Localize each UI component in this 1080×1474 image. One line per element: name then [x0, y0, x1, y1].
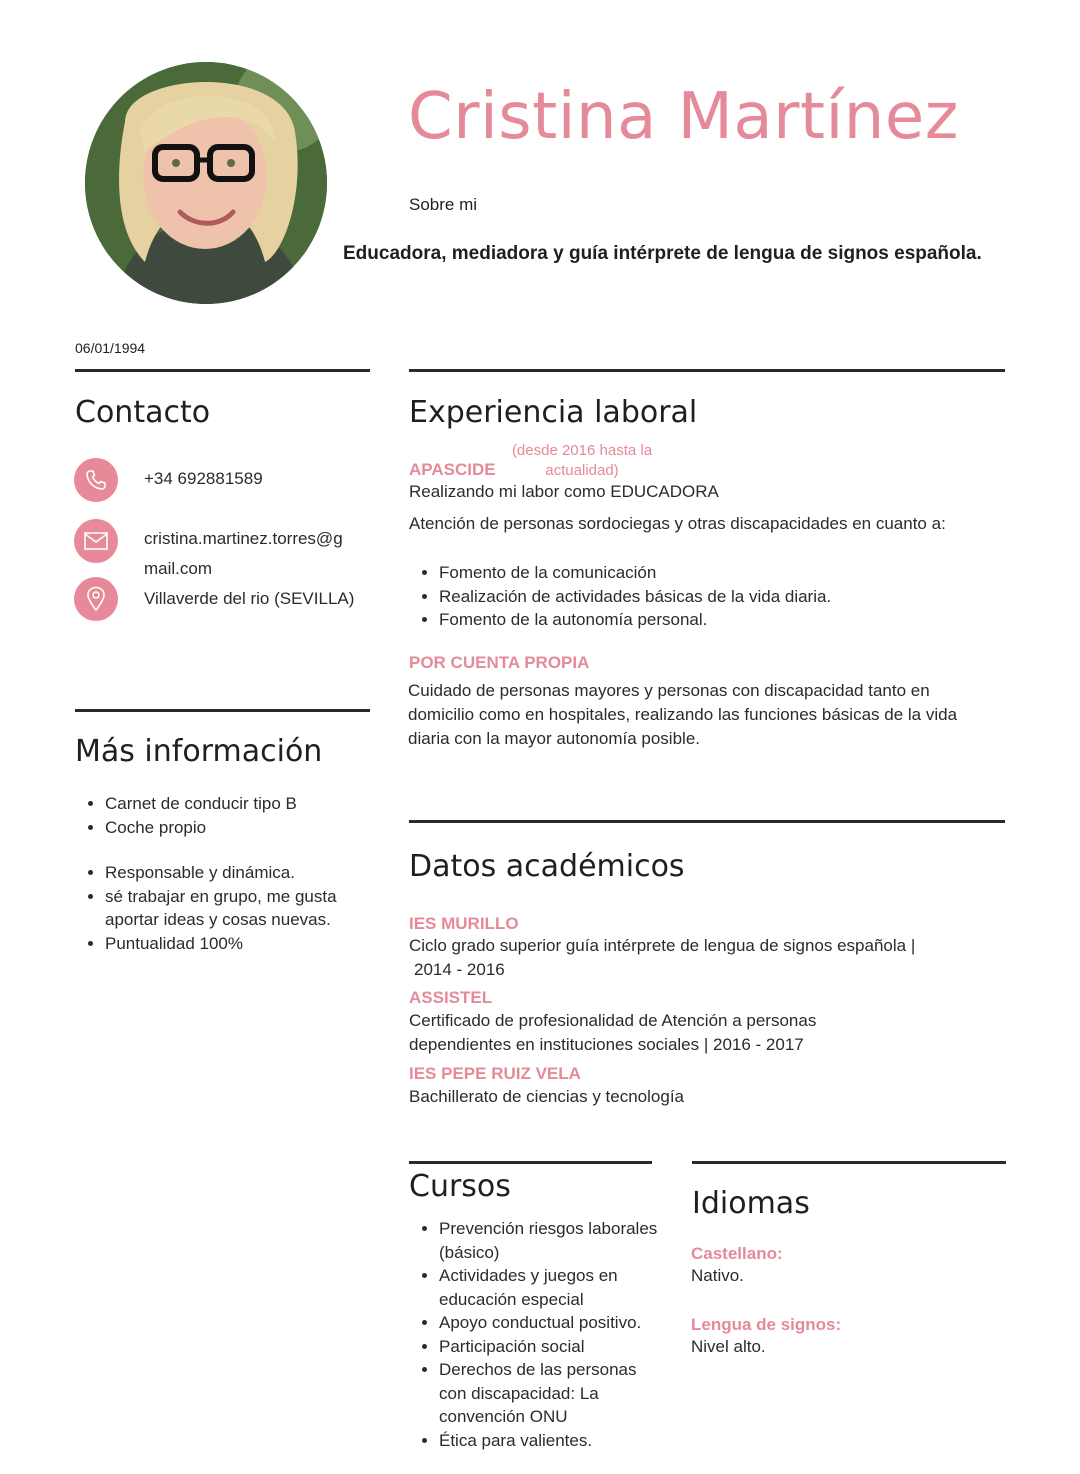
list-item: • Ética para valientes. [439, 1429, 664, 1453]
list-item: • Participación social [439, 1335, 664, 1359]
experience-heading: Experiencia laboral [409, 395, 698, 430]
list-item: • Fomento de la autonomía personal. [439, 608, 989, 632]
birth-date: 06/01/1994 [75, 340, 146, 356]
about-label: Sobre mi [409, 195, 478, 214]
more-info-list [75, 792, 365, 955]
list-item: • Apoyo conductual positivo. [439, 1311, 664, 1335]
contact-heading: Contacto [75, 395, 211, 430]
phone-number: +34 692881589 [144, 469, 263, 488]
language-name: Lengua de signos: [691, 1315, 842, 1334]
email-line-2: mail.com [144, 559, 213, 578]
edu-line: 2014 - 2016 [414, 960, 505, 979]
more-info-heading: Más información [75, 734, 323, 769]
languages-divider [692, 1161, 1006, 1164]
edu-school: IES PEPE RUIZ VELA [409, 1064, 581, 1083]
list-item: • Fomento de la comunicación [439, 561, 989, 585]
edu-line: Certificado de profesionalidad de Atención a personas [409, 1011, 817, 1030]
email-line-1: cristina.martinez.torres@g [144, 529, 343, 548]
job1-description: Atención de personas sordociegas y otras discapacidades en cuanto a: [409, 514, 946, 533]
contact-divider [75, 369, 370, 372]
portrait-illustration [85, 62, 327, 304]
language-level: Nativo. [691, 1266, 744, 1285]
languages-heading: Idiomas [692, 1186, 810, 1221]
list-item: • Coche propio [105, 816, 365, 840]
more-info-group-2 [75, 861, 365, 955]
edu-school: IES MURILLO [409, 914, 519, 933]
email-address [144, 524, 343, 584]
phone-icon [74, 458, 118, 502]
list-item: • Carnet de conducir tipo B [105, 792, 365, 816]
list-item: • sé trabajar en grupo, me gusta aportar ideas y cosas nuevas. [105, 885, 365, 932]
education-divider [409, 820, 1005, 823]
candidate-name: Cristina Martínez [408, 80, 959, 154]
more-info-group-1 [75, 792, 365, 839]
job2-description: Cuidado de personas mayores y personas con discapacidad tanto en domicilio como en hospitales, realizando las funciones básicas de la vida diaria con la mayor autonomía posible. [408, 681, 958, 748]
experience-divider [409, 369, 1005, 372]
education-heading: Datos académicos [409, 849, 685, 884]
list-item: • Responsable y dinámica. [105, 861, 365, 885]
language-level: Nivel alto. [691, 1337, 766, 1356]
courses-heading: Cursos [409, 1169, 511, 1204]
location-pin-icon [74, 577, 118, 621]
list-item: • Prevención riesgos laborales (básico) [439, 1217, 664, 1264]
location: Villaverde del rio (SEVILLA) [144, 589, 355, 608]
mail-icon [74, 519, 118, 563]
profile-photo [85, 62, 327, 304]
edu-line: Bachillerato de ciencias y tecnología [409, 1087, 684, 1106]
list-item: • Puntualidad 100% [105, 932, 365, 956]
language-name: Castellano: [691, 1244, 783, 1263]
more-info-divider [75, 709, 370, 712]
edu-school: ASSISTEL [409, 988, 493, 1007]
job1-period: (desde 2016 hasta la actualidad) [511, 442, 653, 479]
job1-role: Realizando mi labor como EDUCADORA [409, 482, 719, 501]
job2-company: POR CUENTA PROPIA [409, 653, 590, 672]
list-item: • Actividades y juegos en educación especial [439, 1264, 664, 1311]
tagline: Educadora, mediadora y guía intérprete de lengua de signos española. [343, 243, 982, 264]
list-item: • Derechos de las personas con discapacidad: La convención ONU [439, 1358, 664, 1429]
job1-tasks [409, 561, 989, 632]
courses-list [409, 1217, 664, 1452]
edu-line: dependientes en instituciones sociales | 2016 - 2017 [409, 1035, 804, 1054]
job1-company: APASCIDE [409, 460, 496, 479]
edu-line: Ciclo grado superior guía intérprete de lengua de signos española | [409, 936, 916, 955]
list-item: • Realización de actividades básicas de la vida diaria. [439, 585, 989, 609]
courses-divider [409, 1161, 652, 1164]
